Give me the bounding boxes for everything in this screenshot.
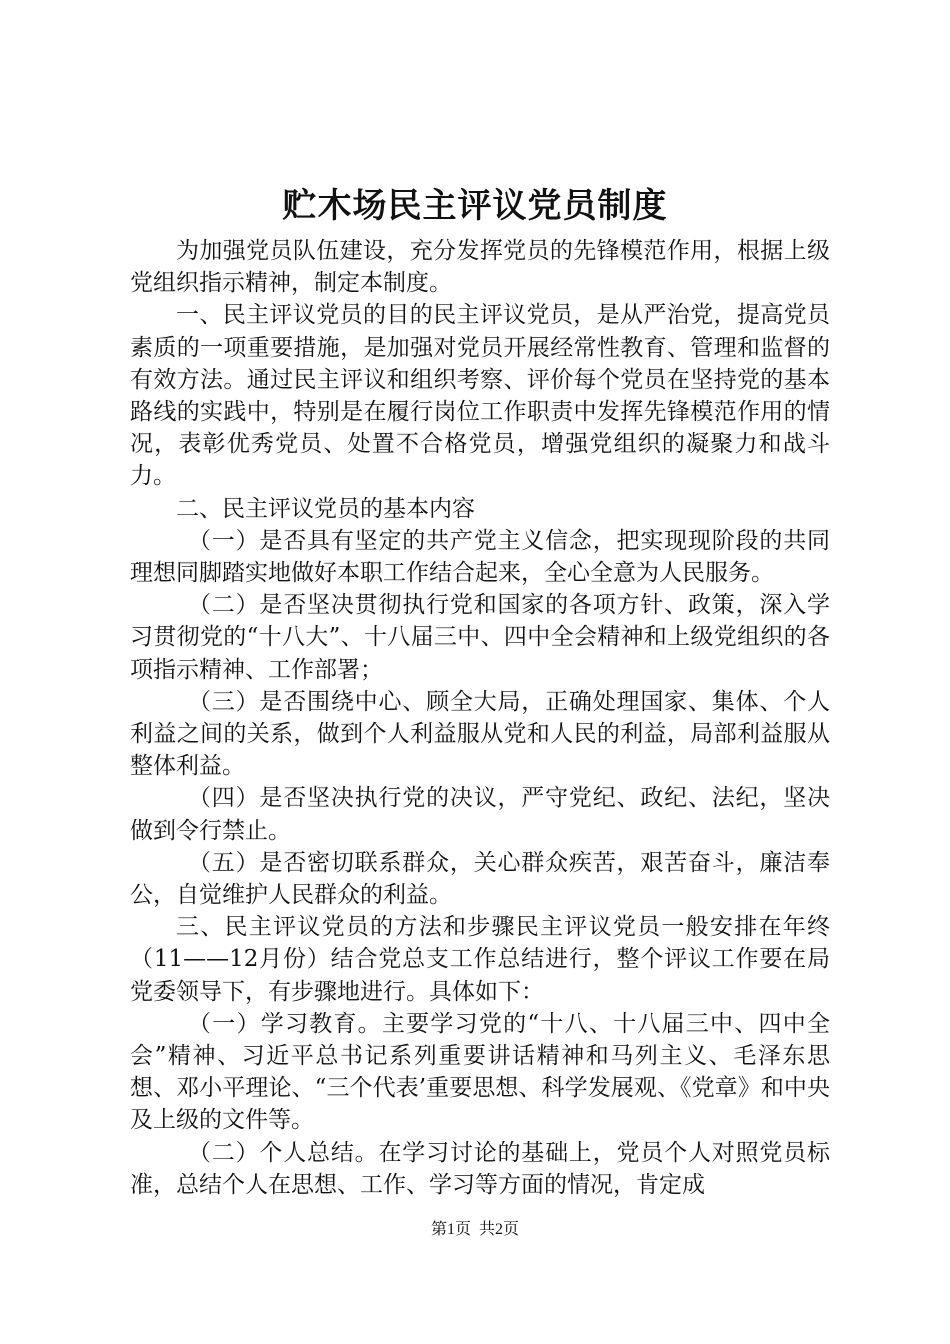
paragraph-item-4: （四）是否坚决执行党的决议，严守党纪、政纪、法纪，坚决做到令行禁止。	[130, 785, 830, 844]
paragraph-item-1: （一）是否具有坚定的共产党主义信念，把实现现阶段的共同理想同脚踏实地做好本职工作结合起来，全心全意为人民服务。	[130, 527, 830, 587]
paragraph-item-5: （五）是否密切联系群众，关心群众疾苦，艰苦奋斗，廉洁奉公，自觉维护人民群众的利益。	[130, 849, 830, 909]
document-title: 贮木场民主评议党员制度	[282, 186, 668, 226]
paragraph-item-3: （三）是否围绕中心、顾全大局，正确处理国家、集体、个人利益之间的关系，做到个人利益服从党和人民的利益，局部利益服从整体利益。	[130, 688, 830, 780]
page-number: 第1页	[430, 1221, 471, 1238]
paragraph-item-2: （二）是否坚决贯彻执行党和国家的各项方针、政策，深入学习贯彻党的“十八大”、十八届三中、四中全会精神和上级党组织的各项指示精神、工作部署；	[130, 592, 830, 683]
paragraph-step-2: （二）个人总结。在学习讨论的基础上，党员个人对照党员标准，总结个人在思想、工作、学习等方面的情况，肯定成	[130, 1139, 830, 1198]
paragraph-section-1: 一、民主评议党员的目的民主评议党员，是从严治党，提高党员素质的一项重要措施，是加强对党员开展经常性教育、管理和监督的有效方法。通过民主评议和组织考察、评价每个党员在坚持党的基本路线的实践中，特别是在履行岗位工作职责中发挥先锋模范作用的情况，表彰优秀党员、处置不合格党员，增强党组织的凝聚力和战斗力。	[130, 302, 830, 490]
page-total: 共2页	[479, 1221, 520, 1238]
document-body	[130, 235, 830, 1201]
paragraph-step-1: （一）学习教育。主要学习党的“十八、十八届三中、四中全会”精神、习近平总书记系列重要讲话精神和马列主义、毛泽东思想、邓小平理论、“三个代表’重要思想、科学发展观、《党章》和中央及上级的文件等。	[130, 1010, 830, 1134]
page-footer	[0, 1218, 950, 1242]
paragraph-section-3: 三、民主评议党员的方法和步骤民主评议党员一般安排在年终（11——12月份）结合党总支工作总结进行，整个评议工作要在局党委领导下，有步骤地进行。具体如下：	[130, 914, 830, 1005]
paragraph-section-2-heading: 二、民主评议党员的基本内容	[176, 495, 475, 522]
paragraph-intro: 为加强党员队伍建设，充分发挥党员的先锋模范作用，根据上级党组织指示精神，制定本制度。	[130, 238, 830, 297]
